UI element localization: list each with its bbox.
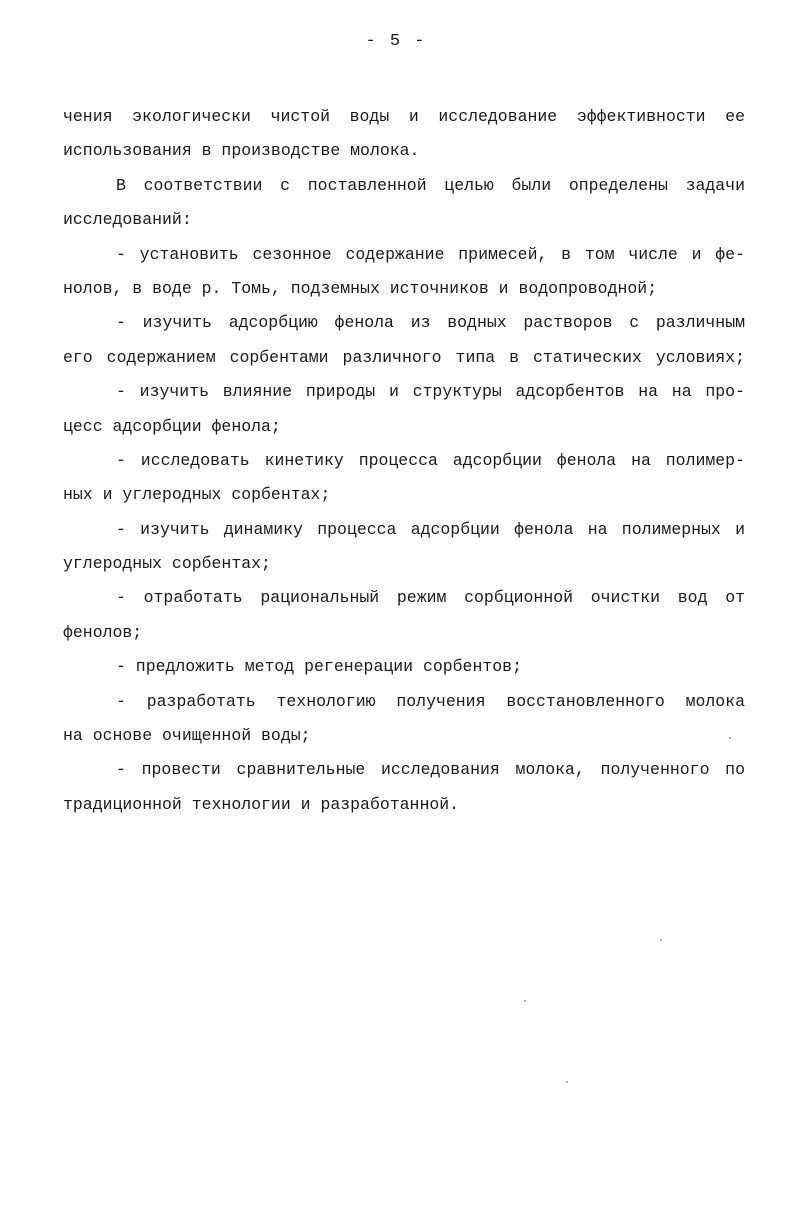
text-line: чения экологически чистой воды и исследование эффективности ее <box>63 107 745 126</box>
text-line: В соответствии с поставленной целью были определены задачи <box>116 175 745 195</box>
text-line: углеродных сорбентах; <box>63 554 271 574</box>
text-line: нолов, в воде р. Томь, подземных источников и водопроводной; <box>63 278 658 298</box>
text-line: - разработать технологию получения восстановленного молока <box>116 691 745 711</box>
text-line: использования в производстве молока. <box>63 141 420 161</box>
text-line: - установить сезонное содержание примесей, в том числе и фе- <box>116 244 745 264</box>
text-line: - предложить метод регенерации сорбентов; <box>116 657 522 677</box>
scan-speck <box>729 737 731 739</box>
text-line: - изучить влияние природы и структуры адсорбентов на на про- <box>116 382 745 402</box>
text-line: - исследовать кинетику процесса адсорбции фенола на полимер- <box>116 450 745 470</box>
scan-speck <box>660 939 662 941</box>
text-line: фенолов; <box>63 622 143 642</box>
text-line: - провести сравнительные исследования молока, полученного по <box>116 760 745 780</box>
text-line: - отработать рациональный режим сорбционной очистки вод от <box>116 588 745 608</box>
body-text <box>63 100 745 822</box>
text-line: исследований: <box>63 210 192 230</box>
page-number: - 5 - <box>365 32 427 51</box>
scan-speck <box>524 1000 526 1002</box>
text-line: на основе очищенной воды; <box>63 726 311 746</box>
text-line: его содержанием сорбентами различного типа в статических условиях; <box>63 347 745 367</box>
scan-speck <box>566 1081 568 1083</box>
text-line: - изучить адсорбцию фенола из водных растворов с различным <box>116 313 745 333</box>
text-line: - изучить динамику процесса адсорбции фенола на полимерных и <box>116 519 745 539</box>
text-line: традиционной технологии и разработанной. <box>63 794 460 814</box>
text-line: цесс адсорбции фенола; <box>63 416 281 436</box>
text-line: ных и углеродных сорбентах; <box>63 485 331 505</box>
